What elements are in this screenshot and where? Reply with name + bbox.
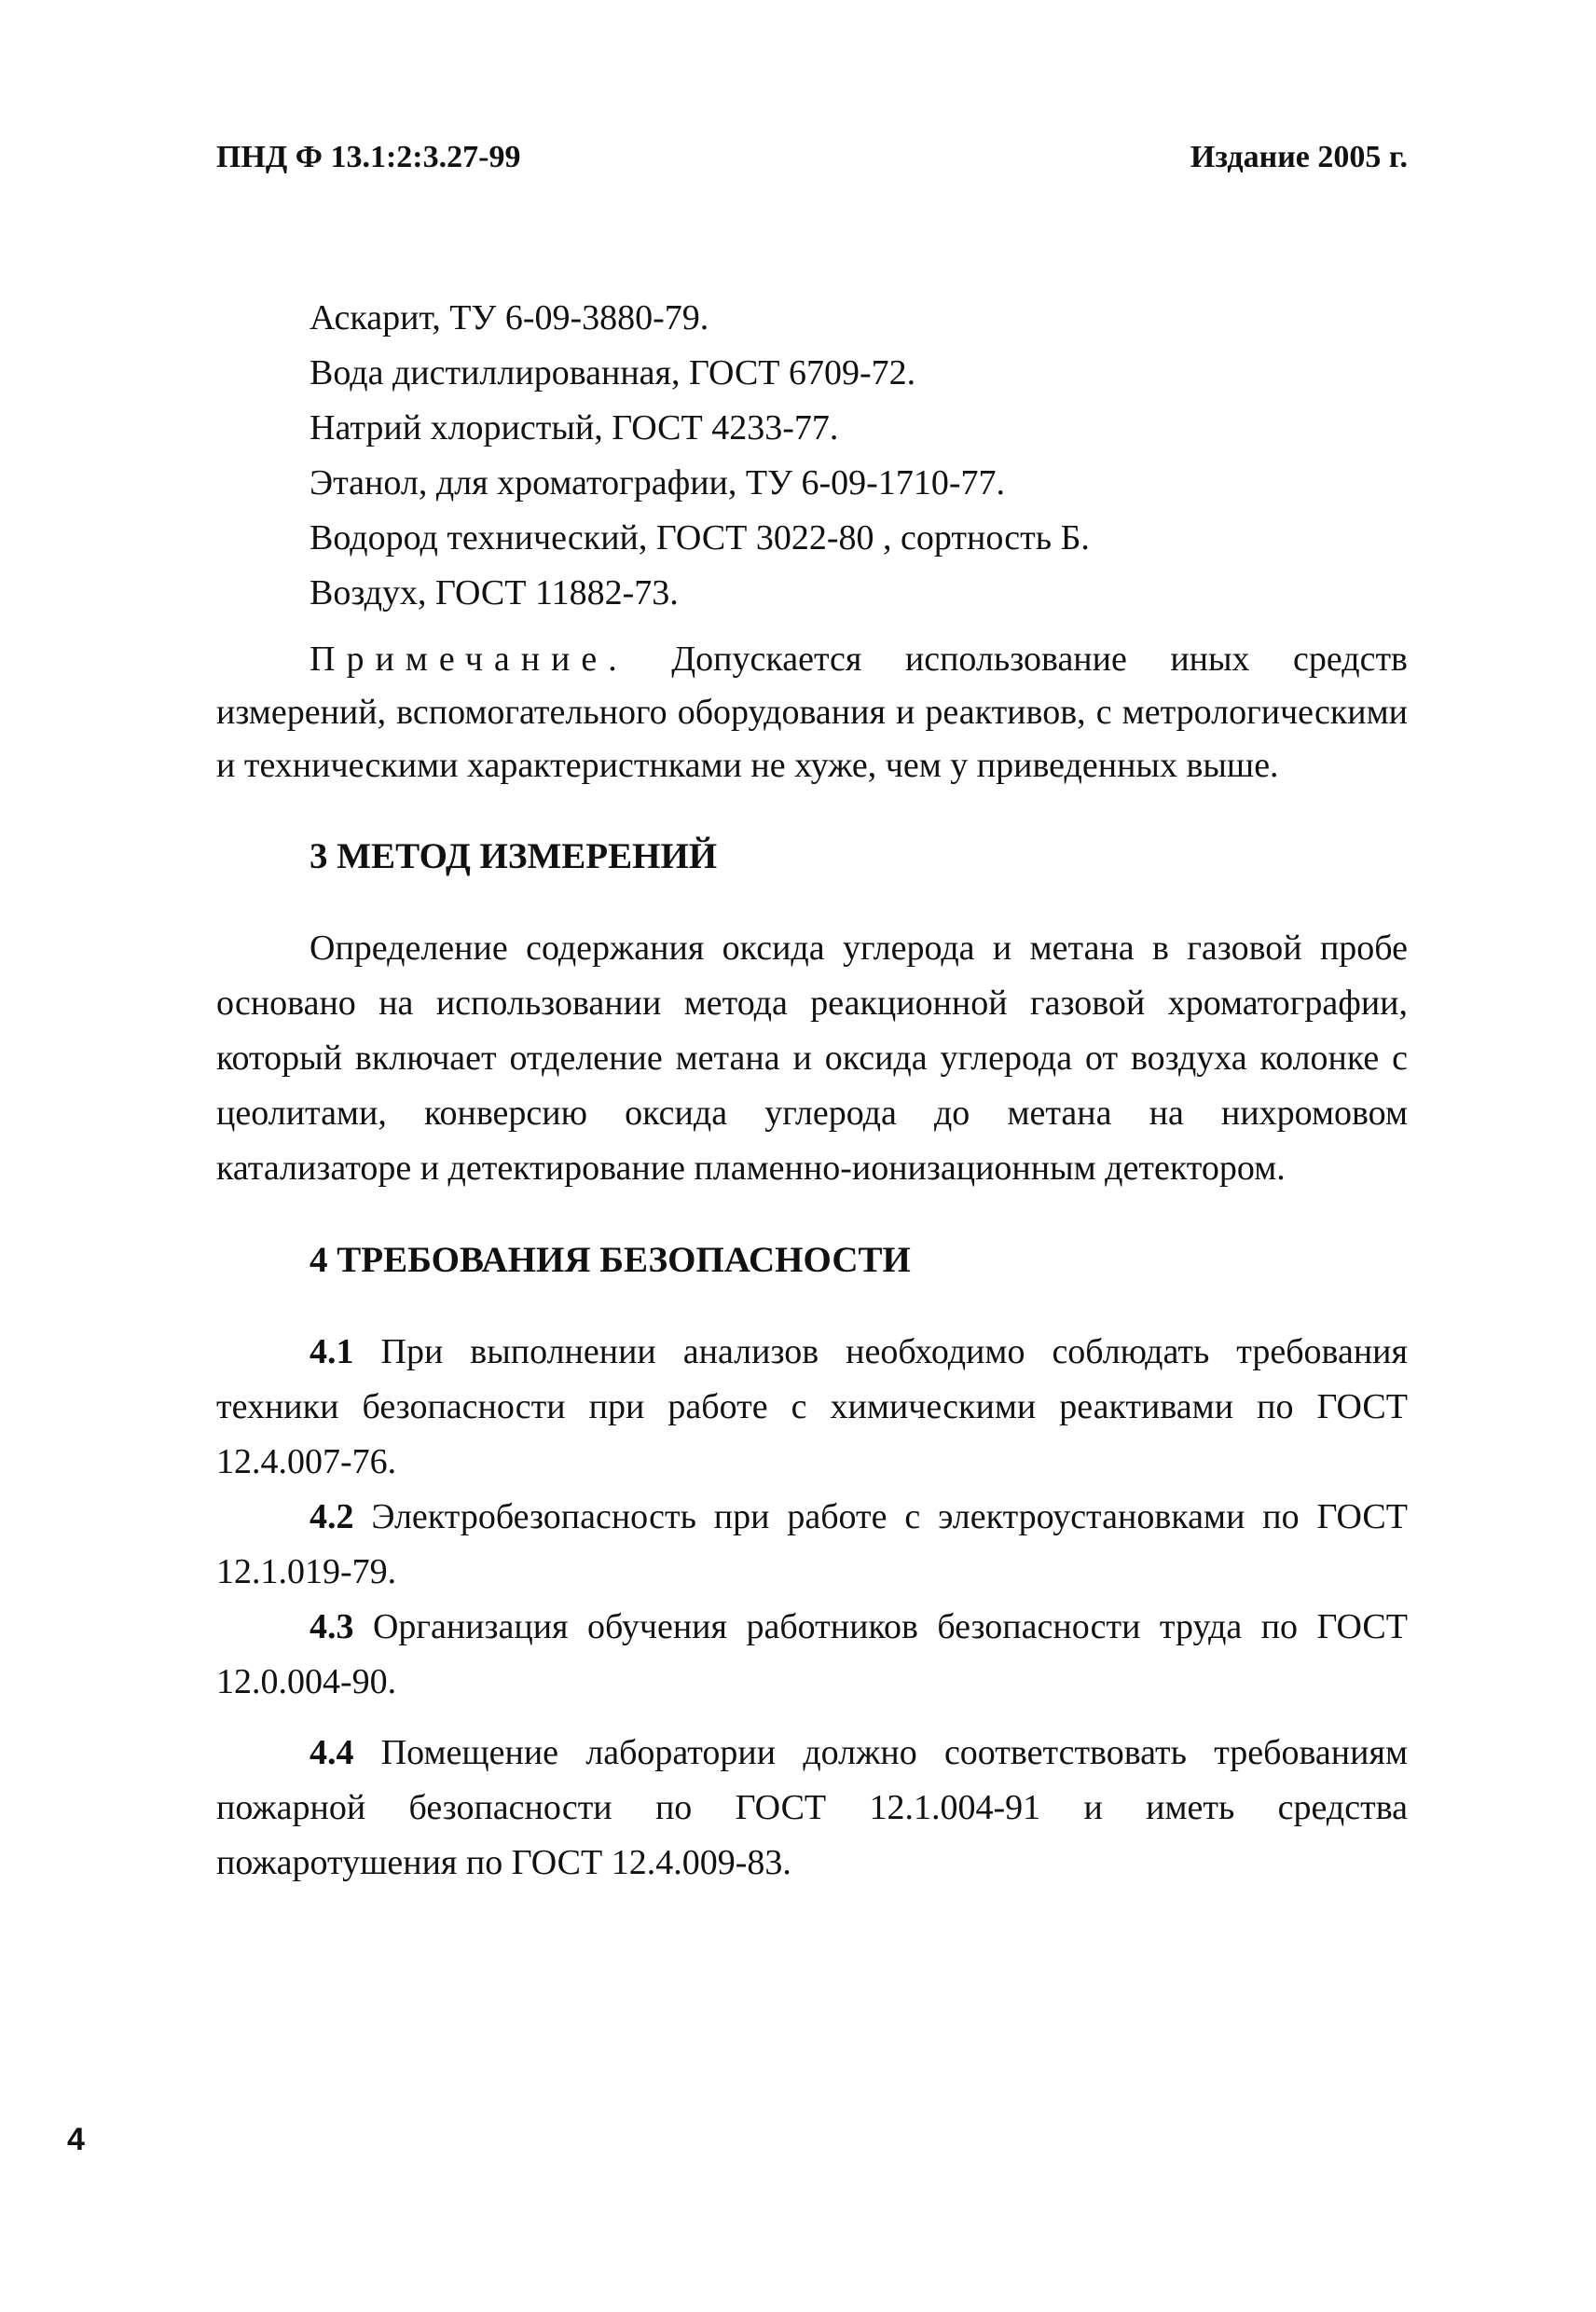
item-text: При выполнении анализов необходимо соблюдать требования техники безопасности при работе с химическими реактивами по ГОСТ 12.4.007-76.	[216, 1332, 1408, 1481]
reagent-item: Водород технический, ГОСТ 3022-80 , сортность Б.	[310, 518, 1090, 557]
safety-item-4-3	[216, 1600, 1408, 1710]
item-text: Организация обучения работников безопасности труда по ГОСТ 12.0.004-90.	[216, 1607, 1408, 1701]
item-number: 4.1	[310, 1332, 354, 1371]
safety-item-4-4	[216, 1726, 1408, 1891]
item-number: 4.3	[310, 1607, 354, 1646]
reagent-item: Натрий хлористый, ГОСТ 4233-77.	[310, 408, 839, 447]
item-number: 4.4	[310, 1733, 354, 1772]
safety-item-4-2	[216, 1490, 1408, 1600]
reagent-item: Вода дистиллированная, ГОСТ 6709-72.	[310, 353, 916, 392]
reagent-item: Этанол, для хроматографии, ТУ 6-09-1710-77.	[310, 463, 1005, 502]
section-4-heading: 4 ТРЕБОВАНИЯ БЕЗОПАСНОСТИ	[310, 1240, 911, 1280]
safety-item-4-1	[216, 1325, 1408, 1490]
page-number: 4	[67, 2122, 85, 2157]
page-header	[216, 140, 1408, 175]
document-code: ПНД Ф 13.1:2:3.27-99	[216, 140, 521, 174]
item-number: 4.2	[310, 1497, 354, 1536]
edition-label: Издание 2005 г.	[1190, 140, 1408, 174]
item-text: Электробезопасность при работе с электроустановками по ГОСТ 12.1.019-79.	[216, 1497, 1408, 1591]
reagent-item: Воздух, ГОСТ 11882-73.	[310, 573, 679, 612]
note-paragraph	[216, 633, 1408, 792]
note-label: Примечание.	[310, 640, 628, 679]
reagent-item: Аскарит, ТУ 6-09-3880-79.	[310, 298, 709, 337]
item-text: Помещение лаборатории должно соответствовать требованиям пожарной безопасности по ГОСТ 12.1.004-91 и иметь средства пожаротушения по ГОСТ 12.4.009-83.	[216, 1733, 1408, 1882]
note-text: Допускается использование иных средств измерений, вспомогательного оборудования и реактивов, с метрологическими и техническими характеристнками не хуже, чем у приведенных выше.	[216, 640, 1408, 785]
reagent-list	[216, 291, 1408, 621]
page-content	[216, 291, 1408, 1891]
section-3-heading: 3 МЕТОД ИЗМЕРЕНИЙ	[310, 836, 718, 876]
section-3-text: Определение содержания оксида углерода и метана в газовой пробе основано на использовании метода реакционной газовой хроматографии, который включает отделение метана и оксида углерода от воздуха колонке с цеолитами, конверсию оксида углерода до метана на нихромовом катализаторе и детектирование пламенно-ионизационным детектором.	[216, 929, 1408, 1188]
